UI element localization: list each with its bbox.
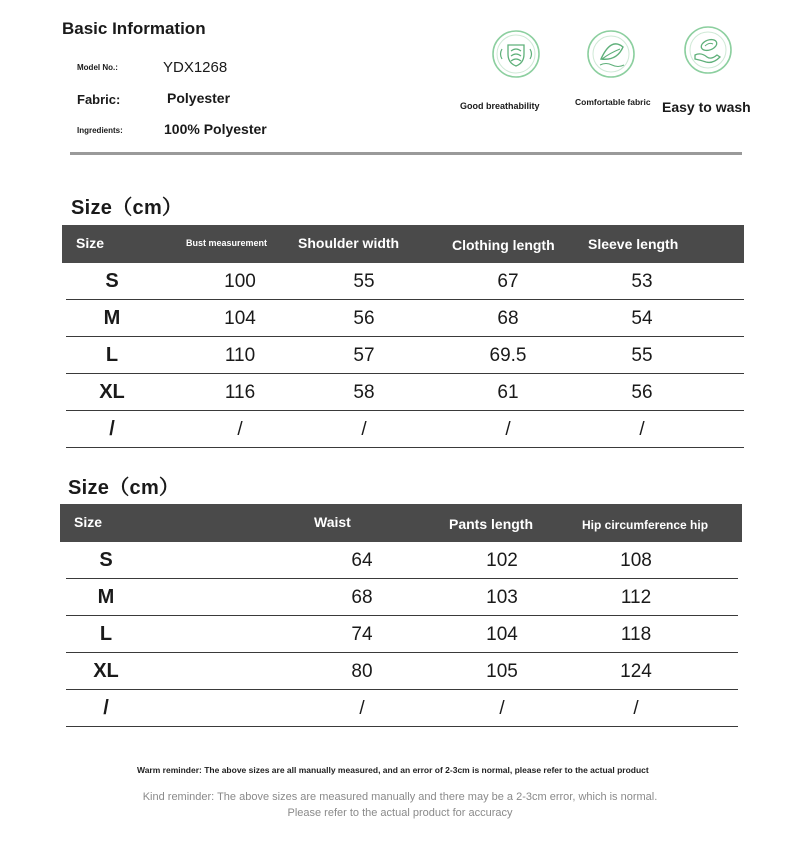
size-cell: M <box>97 586 115 608</box>
waist-cell: 74 <box>351 624 373 645</box>
top-table-header <box>62 225 744 263</box>
hip-cell: 108 <box>620 550 652 571</box>
bust-cell: 100 <box>224 271 256 292</box>
hip-cell: 118 <box>620 624 652 645</box>
model-value: YDX1268 <box>163 59 228 76</box>
ingredients-label: Ingredients: <box>77 126 123 135</box>
header-shoulder: Shoulder width <box>298 235 400 251</box>
pants-length-cell: 103 <box>486 587 518 608</box>
warm-reminder: Warm reminder: The above sizes are all manually measured, and an error of 2-3cm is normal, please refer to the actual product <box>137 765 649 775</box>
bust-cell: 104 <box>224 308 256 329</box>
size-cell: S <box>99 549 113 571</box>
size-cell: / <box>109 418 115 440</box>
size-cell: S <box>105 270 119 292</box>
clothing-length-cell: 68 <box>497 308 519 329</box>
shoulder-cell: 58 <box>353 382 375 403</box>
size-cell: L <box>105 344 119 366</box>
fabric-label: Fabric: <box>77 92 121 107</box>
hip-cell: 124 <box>620 661 652 682</box>
top-table-title: Size（cm） <box>71 197 183 219</box>
model-label: Model No.: <box>77 63 118 72</box>
kind-reminder-line-1: Kind reminder: The above sizes are measured manually and there may be a 2-3cm error, which is normal. <box>142 791 658 803</box>
feature-label-easy-wash: Easy to wash <box>662 99 751 115</box>
bottom-table-header <box>60 504 742 542</box>
feature-label-breathability: Good breathability <box>460 101 540 111</box>
table-row <box>66 374 744 411</box>
sleeve-cell: / <box>639 419 645 440</box>
header-waist: Waist <box>314 514 351 530</box>
header-pants-length: Pants length <box>449 516 534 532</box>
sleeve-cell: 54 <box>631 308 653 329</box>
size-cell: XL <box>93 660 119 682</box>
header-bust: Bust measurement <box>186 238 268 248</box>
table-row <box>66 411 744 448</box>
table-row <box>66 300 744 337</box>
table-row <box>66 263 744 300</box>
fabric-value: Polyester <box>167 90 231 106</box>
pants-length-cell: 102 <box>486 550 518 571</box>
pants-length-cell: 105 <box>486 661 518 682</box>
clothing-length-cell: 69.5 <box>489 345 527 366</box>
waist-cell: 68 <box>351 587 373 608</box>
hip-cell: 112 <box>620 587 652 608</box>
waist-cell: 64 <box>351 550 373 571</box>
header-size: Size <box>74 514 103 530</box>
bottom-table-title: Size（cm） <box>68 477 180 499</box>
header-sleeve: Sleeve length <box>588 236 679 252</box>
shoulder-cell: 55 <box>353 271 375 292</box>
ingredients-value: 100% Polyester <box>164 121 267 137</box>
table-row <box>66 690 738 727</box>
header-clothing-length: Clothing length <box>452 237 555 253</box>
shoulder-cell: 57 <box>353 345 375 366</box>
table-row <box>66 337 744 374</box>
shoulder-cell: 56 <box>353 308 375 329</box>
pants-length-cell: / <box>499 698 505 719</box>
table-row <box>66 616 738 653</box>
table-row <box>66 579 738 616</box>
clothing-length-cell: / <box>505 419 511 440</box>
size-cell: L <box>99 623 113 645</box>
section-divider <box>70 152 742 155</box>
sleeve-cell: 55 <box>631 345 653 366</box>
size-cell: / <box>103 697 109 719</box>
table-row <box>66 542 738 579</box>
waist-cell: 80 <box>351 661 373 682</box>
clothing-length-cell: 61 <box>497 382 519 403</box>
size-cell: M <box>103 307 121 329</box>
basic-info-title: Basic Information <box>62 19 206 38</box>
kind-reminder-line-2: Please refer to the actual product for accuracy <box>287 806 513 819</box>
clothing-length-cell: 67 <box>497 271 519 292</box>
size-cell: XL <box>99 381 125 403</box>
fabric-icon <box>586 29 636 79</box>
breathable-icon <box>491 29 541 79</box>
sleeve-cell: 56 <box>631 382 653 403</box>
table-row <box>66 653 738 690</box>
bust-cell: 110 <box>224 345 256 366</box>
kind-reminder <box>100 790 700 822</box>
wash-hand-icon <box>683 25 733 75</box>
header-hip: Hip circumference hip <box>582 518 709 532</box>
header-size: Size <box>76 235 105 251</box>
sleeve-cell: 53 <box>631 271 653 292</box>
bust-cell: 116 <box>224 382 256 403</box>
pants-length-cell: 104 <box>486 624 518 645</box>
feature-label-comfortable: Comfortable fabric <box>575 97 651 107</box>
bust-cell: / <box>237 419 243 440</box>
waist-cell: / <box>359 698 365 719</box>
shoulder-cell: / <box>361 419 367 440</box>
hip-cell: / <box>633 698 639 719</box>
